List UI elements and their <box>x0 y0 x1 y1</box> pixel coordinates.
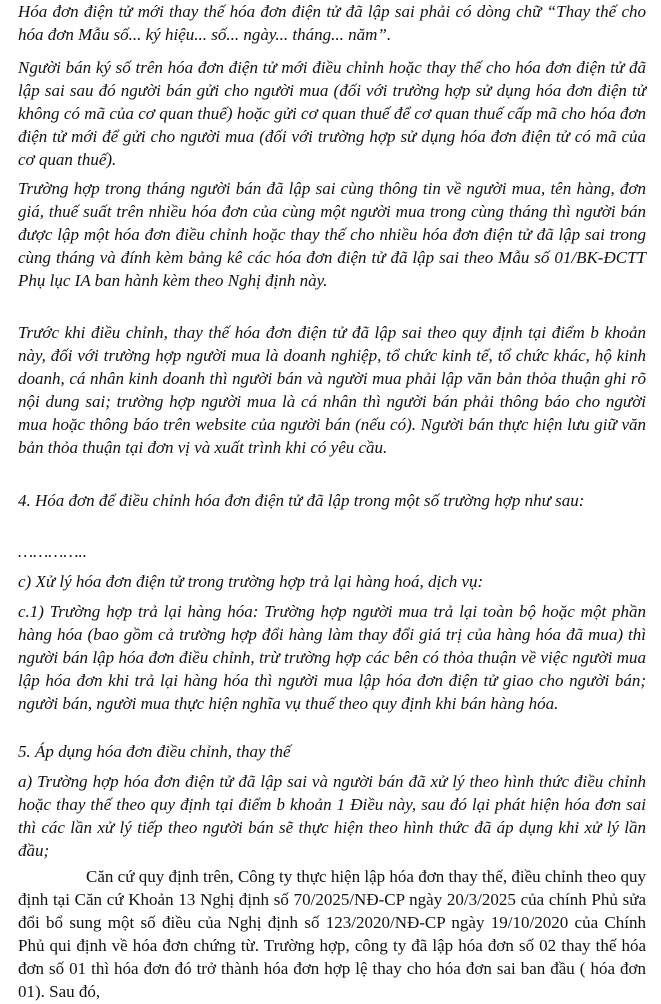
section-4-heading: 4. Hóa đơn để điều chỉnh hóa đơn điện tử đã lập trong một số trường hợp như sau: <box>18 491 585 510</box>
paragraph-multiple-invoices: Trường hợp trong tháng người bán đã lập sai cùng thông tin về người mua, tên hàng, đơn giá, thuế suất trên nhiều hóa đơn của cùng một người mua trong cùng tháng thì người bán được lập một hóa đơn điều chỉnh hoặc thay thế cho nhiều hóa đơn điện tử đã lập sai trong cùng tháng và đính kèm bảng kê các hóa đơn điện tử đã lập sai theo Mẫu số 01/BK-ĐCTT Phụ lục IA ban hành kèm theo Nghị định này. <box>18 179 646 290</box>
clause-c1-paragraph: c.1) Trường hợp trả lại hàng hóa: Trường hợp người mua trả lại toàn bộ hoặc một phần hàng hóa (bao gồm cả trường hợp đổi hàng làm thay đổi giá trị của hàng hóa đã mua) thì người bán lập hóa đơn điều chỉnh, trừ trường hợp các bên có thỏa thuận về việc người mua lập hóa đơn khi trả lại hàng hóa thì người mua lập hóa đơn điện tử giao cho người bán; người bán, người mua thực hiện nghĩa vụ thuế theo quy định khi bán hàng hóa. <box>18 602 646 713</box>
clause-a-paragraph: a) Trường hợp hóa đơn điện tử đã lập sai và người bán đã xử lý theo hình thức điều chỉnh hoặc thay thế theo quy định tại điểm b khoản 1 Điều này, sau đó lại phát hiện hóa đơn sai thì các lần xử lý tiếp theo người bán sẽ thực hiện theo hình thức đã áp dụng khi xử lý lần đầu; <box>18 772 646 860</box>
paragraph-seller-signing: Người bán ký số trên hóa đơn điện tử mới điều chỉnh hoặc thay thế cho hóa đơn điện tử đã lập sai sau đó người bán gửi cho người mua (đối với trường hợp sử dụng hóa đơn điện tử không có mã của cơ quan thuế) hoặc gửi cơ quan thuế để cơ quan thuế cấp mã cho hóa đơn điện tử mới để gửi cho người mua (đối với trường hợp sử dụng hóa đơn điện tử có mã của cơ quan thuế). <box>18 58 646 169</box>
conclusion-paragraph: Căn cứ quy định trên, Công ty thực hiện lập hóa đơn thay thế, điều chỉnh theo quy định tại Căn cứ Khoản 13 Nghị định số 70/2025/NĐ-CP ngày 20/3/2025 của chính Phủ sửa đổi bổ sung một số điều của Nghị định số 123/2020/NĐ-CP ngày 19/10/2020 của Chính Phủ qui định về hóa đơn chứng từ. Trường hợp, công ty đã lập hóa đơn số 02 thay thế hóa đơn số 01 thì hóa đơn đó trở thành hóa đơn hợp lệ thay cho hóa đơn sai ban đầu ( hóa đơn 01). Sau đó, <box>18 867 646 1001</box>
section-5-heading: 5. Áp dụng hóa đơn điều chỉnh, thay thế <box>18 742 291 761</box>
paragraph-before-adjustment: Trước khi điều chỉnh, thay thế hóa đơn điện tử đã lập sai theo quy định tại điểm b khoản này, đối với trường hợp người mua là doanh nghiệp, tổ chức kinh tế, tổ chức khác, hộ kinh doanh, cá nhân kinh doanh thì người bán và người mua phải lập văn bản thỏa thuận ghi rõ nội dung sai; trường hợp người mua là cá nhân thì người bán phải thông báo cho người mua hoặc thông báo trên website của người bán (nếu có). Người bán thực hiện lưu giữ văn bản thỏa thuận tại đơn vị và xuất trình khi có yêu cầu. <box>18 323 646 457</box>
ellipsis-line: ………….. <box>18 542 87 561</box>
clause-c-heading: c) Xử lý hóa đơn điện tử trong trường hợp trả lại hàng hoá, dịch vụ: <box>18 572 484 591</box>
paragraph-replacement-notice: Hóa đơn điện tử mới thay thế hóa đơn điện tử đã lập sai phải có dòng chữ “Thay thế cho hóa đơn Mẫu số... ký hiệu... số... ngày... tháng... năm”. <box>18 2 646 44</box>
